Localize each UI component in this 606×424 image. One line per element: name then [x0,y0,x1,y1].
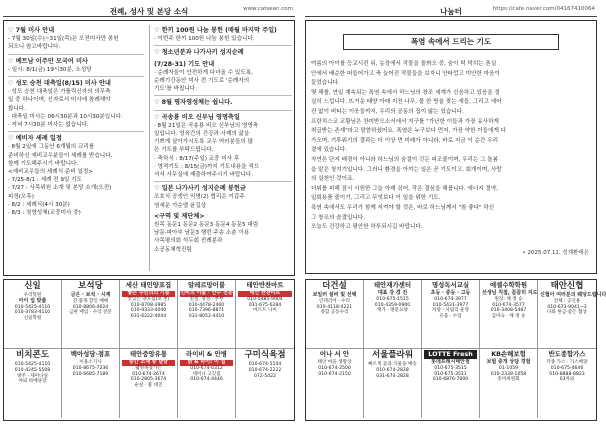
ad-detail: 010-675-4646 [550,365,584,371]
ad-detail: 031-8052-4410 [188,314,225,320]
notice-heading: ♡ 성모 승천 대축일(8/15) 미사 안내 [8,80,111,88]
ad-box [120,349,178,418]
ad-box [538,280,606,349]
ad-box [364,349,422,418]
ad-box [178,280,236,349]
section-divider [8,131,144,132]
notice-heading: ♡ 예비자 세례 일정 [8,135,62,143]
ad-name: KB손해보험 [491,350,526,358]
ad-detail: 010-4245-5508 [14,367,51,373]
notice-line: · 저녁 7시30분 미사는 없습니다. [8,122,89,129]
ad-tagline: 롯데프레시태안점 [431,359,470,365]
ad-detail: 010-675-1515 [376,296,409,302]
ad-box [538,349,596,418]
ad-tagline: 초등 · 중등 · 고등 [430,290,471,296]
right-header-title: 나눔터 [440,7,462,16]
story-line: 실히 느낍니다. 뜨거운 태양 아래 지친 나무, 물 한 방울 찾는 새들, 그리고 에어 [311,99,502,106]
ad-detail: 흥미위원회 [497,377,520,383]
notices-column-2 [154,24,292,272]
notice-line: 조호식 공생인 익명(2) 협리순 이갑주 [154,194,245,201]
story-line: 들었습니다. [311,80,340,87]
ad-box [62,349,120,418]
ad-small: 우리학원 [23,293,42,298]
ads-grid-right [305,279,606,421]
ad-detail: 031-674-2828 [376,373,409,379]
ad-detail: 010-674-2150 [318,371,351,377]
right-header-url: https://cafe.naver.com/04167410064 [492,6,595,12]
notice-line: · 8/2 : 세례식(4시 30분) [8,201,70,208]
ad-detail: 친절, 정성 · 부부 [189,296,224,302]
ad-box [62,280,120,349]
ad-detail: 유품 · 수업 [439,314,462,320]
ad-box [422,280,480,349]
story-line: 곁에 있습니다. [311,147,347,154]
ad-name: 세산 태민양포집 [125,281,172,289]
ad-detail: 010-8675-7236 [72,365,109,371]
ad-detail: 빠르게 꽃과 식물을 배송 [368,362,417,367]
ad-detail: 맛있는 양포집(보 천) [127,296,170,302]
ad-detail: 전 품목 할인 매매 [72,298,109,304]
story-line: 프란치스코 교황님은 찬미받으소서에서 지구를 "가난한 이들과 가장 유사하게 [311,118,499,125]
ad-detail: 010-675-3515 [434,365,467,371]
ad-detail: 010-674-5144 [248,362,282,367]
ad-name: 알레르망이불 [187,281,226,289]
ad-detail: 010-5431-3977 [432,302,469,308]
notice-line: 기도'를 바칩니다. [154,86,197,93]
right-page [305,0,606,424]
left-header-title: 전례, 성사 및 본당 소식 [109,7,189,16]
ad-box [236,280,294,349]
ad-name: 백아성당·점포 [70,350,111,358]
ad-detail: 다와 현금·좋은 협상 [547,310,587,316]
story-line: 가오며, 기후위기의 결과는 더 이상 먼 미래가 아니라, 바로 지금 이 순간 우리 [311,137,499,144]
story-line: 안에서 배순한 떠들어가고 축 늘어진 작물들을 보자니 안타깝고 미안한 마음이 [311,70,500,77]
ad-detail: 인테리어 · 수리 [318,298,350,304]
ad-box [306,349,364,418]
ad-name: LOTTE Fresh [424,350,477,359]
ad-tagline: 신비의 이불 · 안수 전문 [180,290,233,296]
story-line: 일회용품 줄이기, 그리고 무엇보다 이 일을 위한 기도. [311,195,441,202]
notice-heading: ♡ 일본 나가사키 성지순례 봉헌금 [154,185,246,193]
ad-tagline: 선생님 직접, 꼼꼼히 지도 [482,290,538,296]
ad-detail: 010-9333-4040 [130,308,167,314]
section-divider [154,181,292,182]
notice-heading: ♡ 한끼 100원 나눔 봉헌 (매월 마지막 주일) [154,27,277,34]
ad-box [364,280,422,349]
ad-name: 태안반찬마트 [246,281,284,289]
ad-detail: 김미숙 · 채 정 승 [491,314,526,320]
ad-tagline: 금은 · 보석 · 시계 [70,292,111,298]
ad-detail: 010-674-0312 [190,365,223,371]
notice-line: 순례기간동안 미사 전 기도로 '순례자의 [154,78,250,85]
notice-heading: ♡ 청소년분과 나가사키 성지순례 [154,49,244,57]
ad-name: 라이비 & 안병 [186,350,227,358]
notice-heading: (7/28-31) 기도 안내 [154,60,215,68]
notice-line: · 영적기도 : 8/15(금)까지 기도내용을 적으 [154,163,260,170]
notice-line: · 8월 21일은 곡송룡 비오 신부님의 영명축 [154,122,259,129]
notice-line: 일입니다. 영육간의 건강과 사제의 삶을 [154,131,250,138]
ad-detail: 전체 : 공인용 [553,298,581,304]
ad-detail: 원장: 채 정 승 [494,296,523,302]
ad-name: 더건설 [322,281,347,291]
ad-tagline: 중간 소재 중 남남 [122,360,175,366]
ad-detail: 010-8888-8823 [549,371,585,377]
ad-detail: 각종 가스 · 가스배달 [546,360,588,365]
story-line: 오늘도 건강하고 평안한 하루되시길 바랍니다. [311,224,423,231]
story-title: 폭염 속에서 드리는 기도 [343,34,559,50]
ad-detail: 010-3408-5487 [490,308,527,314]
story-line: 컨 없이 버티는 이웃들까지, 우리의 공동의 집이 앓는 있습니다. [311,108,464,115]
ad-name: 보석당 [78,281,103,291]
ad-detail: 010-4118-4221 [316,304,353,310]
notice-line: 준비하신 예비교우분들이 세례를 받습니다. [8,152,113,159]
notice-line: 남문·파아부 남문3 행번 주송 소춘 이용 [154,230,250,237]
ad-box [178,349,236,418]
ad-name: 에셀수학학원 [489,281,528,289]
notice-line: 원목 동문1 동문2 동문3 동문4 동문5 대림 [154,222,259,229]
ad-detail: 차량 · 서림리 운영 [432,308,469,314]
ad-box [480,349,538,418]
ad-name: 구미식육점 [244,350,286,360]
ad-name: 서울플라워 [371,350,414,360]
ad-tagline: 좋은 주민의의 기쁨 [122,291,175,297]
ad-name: 명성독서교실 [431,281,470,289]
ad-name: 태안신협 [550,281,584,291]
ad-detail: 010-674-2674 [132,371,165,377]
ad-detail: 031-675-6284 [248,302,282,308]
notice-line: · 성모 승천 대축일은 가톨릭신자의 의무축 [8,89,111,96]
story-date: • 2025.07.11. 성재환레온 [522,250,589,256]
notice-line: 기쁘게 살아가시도록 교우 여러분들의 많 [154,139,253,146]
notice-heading: ♡ 곡송룡 비오 신부님 영명축일 [154,113,240,121]
story-line: 그 창조의 숨결입니다. [311,214,365,221]
ad-detail: 신일학원 [23,316,42,322]
section-divider [8,76,144,77]
notice-line: 소공동체혁진팀 [154,246,192,253]
ad-detail: 072-5422 [253,373,277,379]
notice-line: 염세운 가순엘 윤길상 [154,202,207,209]
notices-box [3,20,295,276]
ad-detail: 010-674-4446 [190,377,223,383]
ad-detail: 010-674-2500 [318,365,351,371]
notice-line: 되오니 참고바랍니다. [8,44,61,51]
notice-line: · 축하식 : 8/17(주일) 교중 미사 후 [154,155,240,162]
notice-line: - 7월 30일(수)~31일(목)은 오전미사만 봉헌 [8,36,119,43]
notice-heading: ♡ 8월 평자영성체는 쉽니다. [154,99,233,107]
ad-detail: 태안 마을 생활상 [317,360,352,365]
story-line: 을 맡은 청지기입니다. 그러니 환경을 아끼는 일은 곧 기도이고, 회개이며, 사랑 [311,166,502,173]
left-header [3,4,295,17]
ad-box [236,349,294,418]
ad-tagline: 아이 입 맞춤 [18,297,47,304]
ad-detail: 010-674-3977 [434,296,467,302]
notice-line: · 이번주 한끼 100원 나눔 봉헌 있습니다. [154,36,255,43]
ad-detail: 금판 매입 · 수리 전문 [69,310,112,316]
ad-name: 어나 서 안 [319,350,350,358]
right-header [305,4,597,17]
ad-tagline: 대표 강 경 진 [377,290,408,296]
ad-detail: 010-673-9041~3 [547,304,587,310]
ad-box [120,280,178,349]
notice-line: · 7/27 : 사목위원 소개 및 본당 소개(오전) [8,185,112,192]
ad-detail: 세미나 고깃집 [192,371,221,377]
ad-detail: 야외 바베큐장 [18,379,47,385]
notice-line: · 순례자들이 안전하게 다녀올 수 있도록, [154,69,253,76]
ad-detail: 이용소기사 [79,360,102,365]
ad-detail: 010-674-2222 [248,367,282,373]
left-page [3,0,295,424]
notice-line: 일 중 하나이며, 신자로서 미사에 참례해야 [8,97,111,104]
notice-line: - 일시: 8/1(금) 19시30분, 소성당 [8,66,92,73]
ad-detail: 010-4478-2460 [188,302,225,308]
notice-line: 은 기도를 부탁드립니다. [154,147,214,154]
ad-detail: 010-674-3577 [492,302,525,308]
notice-line: 셔서 사무실에 제출하여주시기 바랍니다. [154,172,253,179]
notice-line: 함께 기도해주시기 바랍니다. [8,160,79,167]
story-section [305,20,597,274]
ad-detail: 010-2338-1058 [490,371,527,377]
ad-box [4,349,62,418]
ad-box [4,280,62,349]
notice-line: · 8/3 : 첫영성체(교중미사 중) [8,210,81,217]
story-line: 자연은 단지 배경이 아니라 하느님의 숨결이 깃든 피조물이며, 우리는 그 돌봄 [311,156,499,163]
ad-detail: 010-8708-3985 [130,302,167,308]
section-divider [154,95,292,96]
notice-heading: ♡ 베트남 이주민 모국어 미사 [8,57,88,65]
ad-tagline: 태안 반찬마트 [238,291,292,297]
ad-detail: 010-5425-4110 [14,304,51,310]
notices-column-1 [8,24,144,272]
story-line: 더위를 피해 잠시 시원한 그늘 아래 쉬어, 작은 결심을 해봅니다. 에너지 절약, [311,185,499,192]
notice-heading: ♡ 7월 미사 안내 [8,27,55,34]
ad-detail: 010-2805-3674 [130,377,167,383]
ad-tagline: 닭 & 하이! 이 집 [180,360,233,366]
ad-detail: 010-6876-7000 [432,377,469,383]
ad-tagline: 보일러 설비 및 선택 [312,292,357,298]
ad-detail: 031-6222-4044 [130,314,167,320]
section-divider [8,54,144,55]
story-line: 의 실천인 것이죠. [311,176,355,183]
ad-box [306,280,364,349]
ad-tagline: 보험 중개 상담 경험 [486,359,531,365]
story-line: 몇 해를, 연일 계속되는 폭염 속에서 하느님의 창조 세계가 신음하고 있음을 절 [311,89,500,96]
ad-detail: 웰빙목장가든 [135,365,162,371]
ad-detail: 010-675-3511 [434,371,467,377]
ad-name: 신일 [24,281,41,291]
ad-detail: 010-7396-8871 [188,308,225,314]
notice-line: 사목평의회 석두회 전례분과 [154,238,223,245]
ad-name: 반도종합가스 [548,350,586,358]
notice-line: 피정(오후) [8,193,34,200]
ad-detail: 010-674-2828 [376,367,409,373]
notice-line: 합니다. [8,105,26,112]
ad-detail: 재가 · 방문요양 [376,308,408,314]
ad-tagline: 신협이 여러분의 웨딩드립니다 [540,292,606,298]
section-divider [154,110,292,111]
notice-heading: <구역 및 제단체> [154,212,205,220]
story-line: 취급받는 존재"라고 말씀하셨어요. 폭염은 누구보다 먼저, 가장 약한 이들에게 다 [311,128,507,135]
ad-detail: 010-3783-4110 [14,310,51,316]
notice-line: · 8월 2일에 그동안 6개월의 교리를 [8,144,95,151]
ad-name: 비치콘도 [16,350,49,360]
ad-detail: 010-5425-4110 [14,362,51,367]
ad-name: 태안중앙유통 [129,350,168,358]
left-header-url: www.catsean.com [243,6,293,12]
ads-grid-left [3,279,295,421]
ad-detail: 방주 · 세미나실 [16,373,48,379]
ad-box [480,280,538,349]
ad-detail: 01-1059 [498,365,519,371]
ad-box [422,349,480,418]
notice-line: · 대축일 미사는 06시30분과 10시30분입니다. [8,113,123,120]
ad-name: 태안재가센터 [373,281,412,289]
ad-detail: 순살 · 불 대진 [134,383,163,389]
ad-detail: 마르트 나미 [253,308,277,314]
story-body [311,60,591,233]
ad-detail: 010-5485-9904 [247,296,283,302]
section-divider [154,45,292,46]
column-divider [149,25,150,271]
ad-detail: 03자외 [559,377,575,383]
story-line: 여름의 아이를 등교시킨 뒤, 농장에서 작물을 돌봐오 중, 숨이 턱 막히는 폰실 [311,61,497,67]
ad-detail: 010-8806-4624 [72,304,109,310]
ad-detail: 010-6685-7189 [72,371,109,377]
notice-line: · 7/25-8/1 : 세례 전 9일 기도 [8,177,82,184]
ad-detail: 010-4359-0900 [374,302,411,308]
notice-line: <예비교우들의 세례식 준비 일정> [8,169,93,176]
ad-detail: 종합 공동수리 [320,310,349,316]
story-line: 폭염 속에서도 우리가 함께 지켜야 할 것은, 바로 하느님께서 "참 좋다" 하신 [311,204,495,211]
